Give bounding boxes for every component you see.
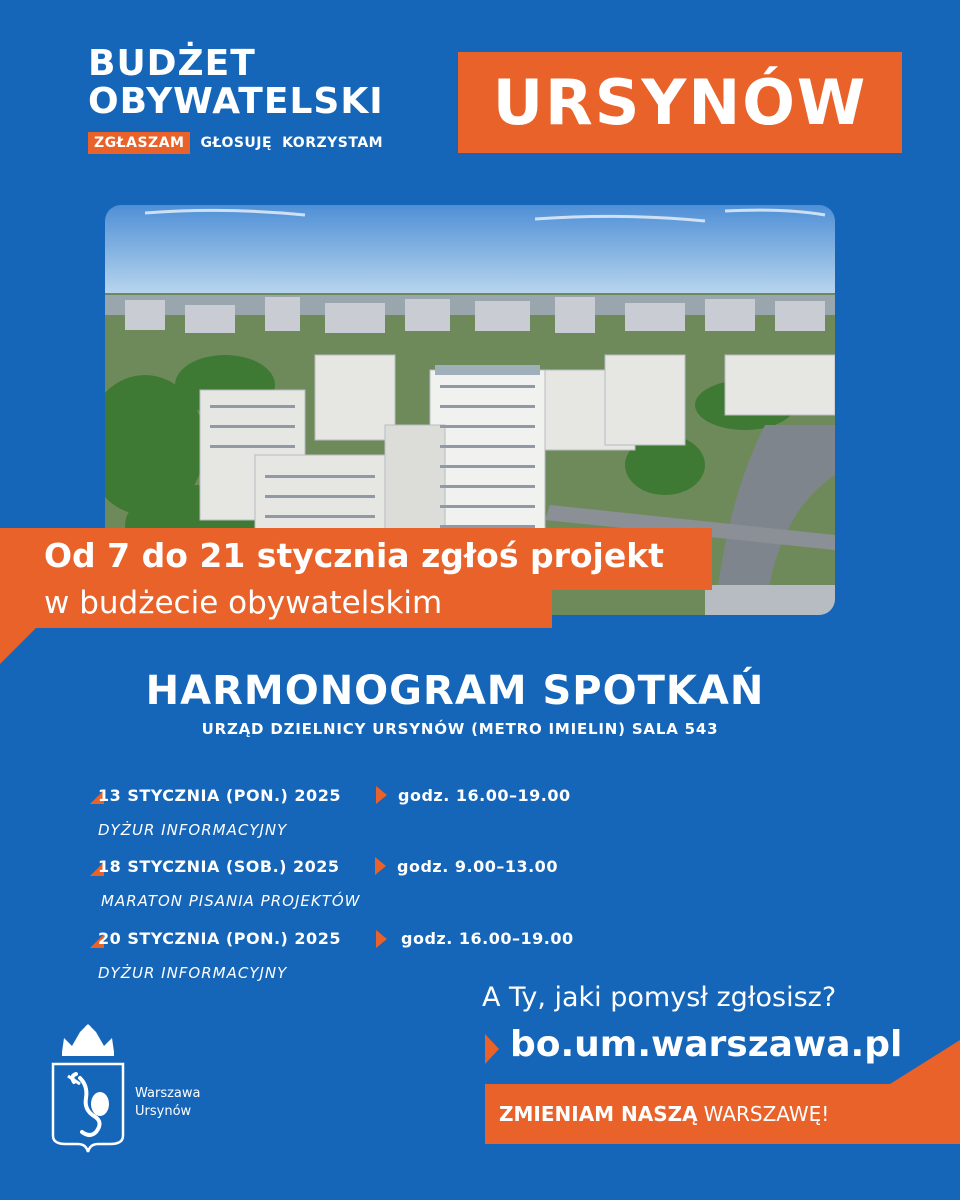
district-badge [458,52,902,153]
meeting-2-description: MARATON PISANIA PROJEKTÓW [101,892,361,910]
url-arrow-icon [485,1034,499,1064]
slogan-corner-shape [890,1040,960,1084]
brand-title-line2: OBYWATELSKI [88,81,384,122]
schedule-title: HARMONOGRAM SPOTKAŃ [145,668,765,714]
meeting-1-description: DYŻUR INFORMACYJNY [98,821,288,839]
logo-caption [135,1085,201,1121]
meeting-2-date: 18 STYCZNIA (SOB.) 2025 [98,857,340,876]
district-name: URSYNÓW [492,66,868,139]
arrow-right-icon [375,857,386,875]
arrow-right-icon [376,786,387,804]
meeting-3-time: godz. 16.00–19.00 [401,929,574,948]
slogan-bold-part: ZMIENIAM NASZĄ [499,1102,698,1126]
tag-glosuje: GŁOSUJĘ [200,135,273,151]
tag-korzystam: KORZYSTAM [282,135,384,151]
banner-corner-shape [0,626,38,664]
slogan-box [485,1084,960,1144]
slogan-regular-part: WARSZAWĘ! [703,1102,830,1126]
meeting-3-description: DYŻUR INFORMACYJNY [98,964,288,982]
arrow-right-icon [376,930,387,948]
website-link[interactable]: bo.um.warszawa.pl [510,1024,903,1065]
meeting-2-time: godz. 9.00–13.00 [397,857,558,876]
meeting-1-time: godz. 16.00–19.00 [398,786,571,805]
banner-headline: Od 7 do 21 stycznia zgłoś projekt [44,536,664,575]
meeting-3-date: 20 STYCZNIA (PON.) 2025 [98,929,341,948]
logo-city: Warszawa [135,1086,201,1101]
brand-title-line1: BUDŻET [88,43,256,84]
cta-question: A Ty, jaki pomysł zgłosisz? [482,982,837,1013]
logo-district: Ursynów [135,1104,192,1119]
schedule-location: URZĄD DZIELNICY URSYNÓW (METRO IMIELIN) SALA 543 [201,720,719,738]
warszawa-crest-logo-icon [50,1024,126,1154]
brand-tags [88,132,383,154]
banner-subline: w budżecie obywatelskim [44,585,443,621]
tag-zglaszam: ZGŁASZAM [88,132,190,154]
meeting-1-date: 13 STYCZNIA (PON.) 2025 [98,786,341,805]
